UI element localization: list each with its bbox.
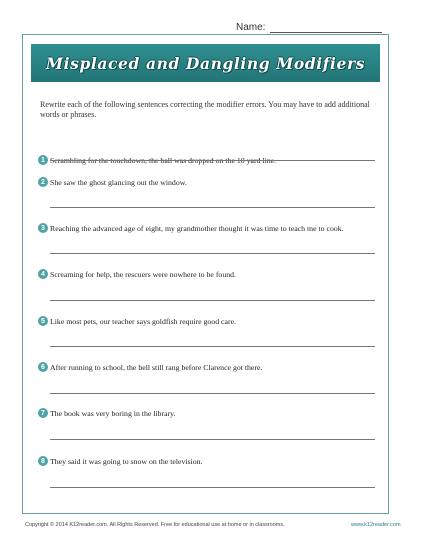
answer-line-5[interactable] bbox=[50, 346, 375, 347]
question-text: After running to school, the bell still rang before Clarence got there. bbox=[50, 362, 263, 372]
answer-line-7[interactable] bbox=[50, 439, 375, 440]
question-number-badge: 4 bbox=[38, 269, 48, 279]
copyright-notice: Copyright © 2014 K12reader.com. All Rights Reserved. Free for educational use at home or in classrooms. bbox=[25, 522, 285, 528]
question-text: She saw the ghost glancing out the window. bbox=[50, 177, 187, 187]
question-text: Reaching the advanced age of eight, my grandmother thought it was time to teach me to cook. bbox=[50, 223, 344, 233]
name-line[interactable] bbox=[270, 23, 382, 33]
question-7 bbox=[38, 408, 378, 418]
question-text: Screaming for help, the rescuers were nowhere to be found. bbox=[50, 269, 236, 279]
question-2 bbox=[38, 177, 378, 187]
question-3 bbox=[38, 223, 378, 233]
question-5 bbox=[38, 316, 378, 326]
answer-line-2[interactable] bbox=[50, 207, 375, 208]
question-text: Scrambling for the touchdown, the ball was dropped on the 10 yard line. bbox=[50, 155, 277, 165]
question-number-badge: 2 bbox=[38, 177, 48, 187]
question-4 bbox=[38, 269, 378, 279]
question-number-badge: 1 bbox=[38, 155, 48, 165]
question-number-badge: 3 bbox=[38, 223, 48, 233]
question-number-badge: 6 bbox=[38, 362, 48, 372]
question-text: Like most pets, our teacher says goldfish require good care. bbox=[50, 316, 236, 326]
answer-line-4[interactable] bbox=[50, 300, 375, 301]
question-text: The book was very boring in the library. bbox=[50, 408, 176, 418]
answer-line-1[interactable] bbox=[50, 160, 375, 161]
answer-line-3[interactable] bbox=[50, 253, 375, 254]
name-label: Name: bbox=[236, 22, 266, 33]
instructions: Rewrite each of the following sentences correcting the modifier errors. You may have to add additional words or phrases. bbox=[40, 100, 370, 119]
answer-line-8[interactable] bbox=[50, 487, 375, 488]
question-number-badge: 7 bbox=[38, 408, 48, 418]
answer-line-6[interactable] bbox=[50, 393, 375, 394]
page-title: Misplaced and Dangling Modifiers bbox=[45, 53, 366, 73]
question-8 bbox=[38, 456, 378, 466]
website-link[interactable]: www.k12reader.com bbox=[351, 522, 401, 528]
question-number-badge: 8 bbox=[38, 456, 48, 466]
question-6 bbox=[38, 362, 378, 372]
title-banner bbox=[31, 44, 380, 82]
name-field bbox=[236, 22, 382, 33]
question-text: They said it was going to snow on the television. bbox=[50, 456, 203, 466]
question-number-badge: 5 bbox=[38, 316, 48, 326]
